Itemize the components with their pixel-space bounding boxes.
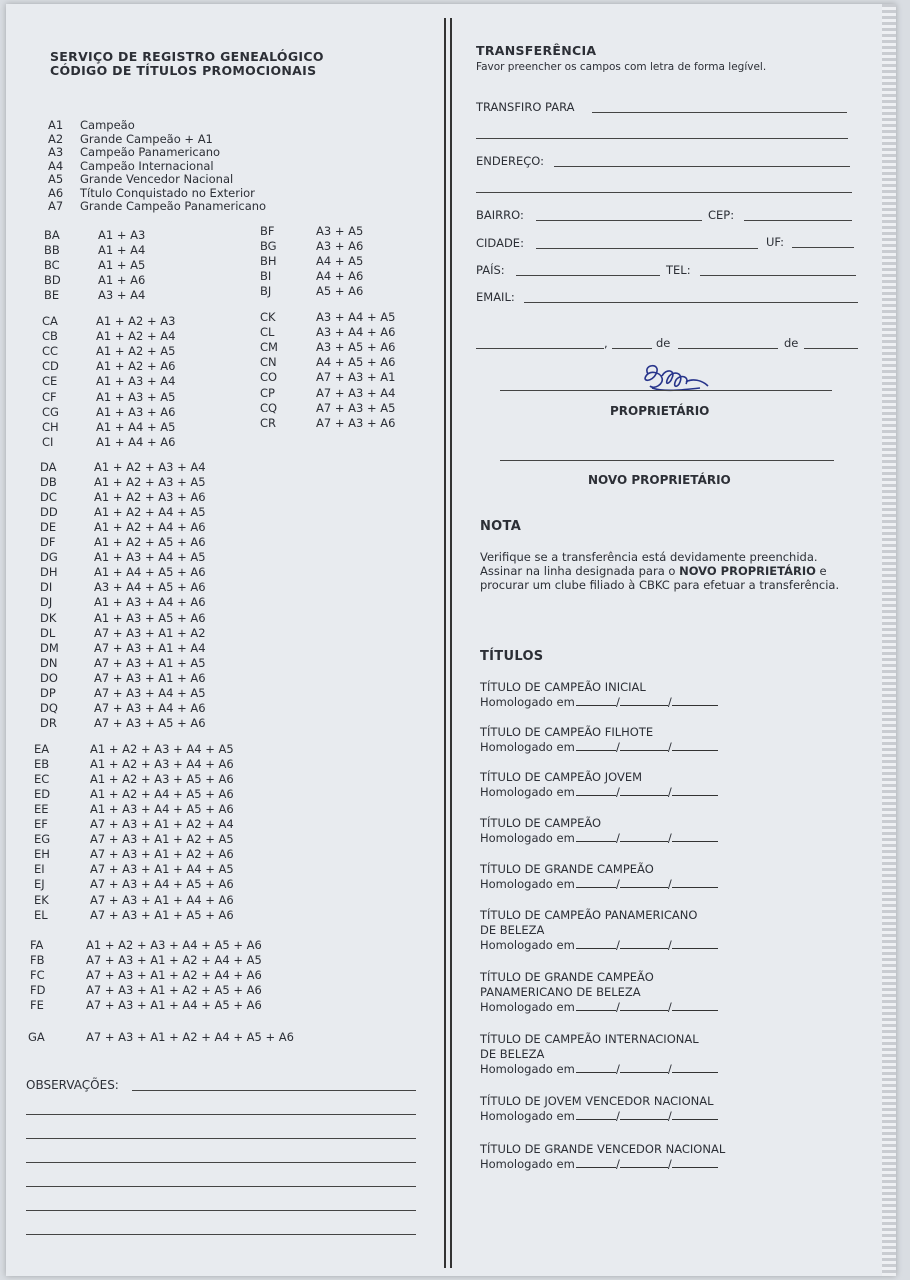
- pais-field[interactable]: [516, 275, 660, 276]
- code-combination: A7 + A3 + A1 + A2 + A4 + A5: [86, 953, 262, 968]
- code-id: DK: [40, 610, 57, 625]
- code-id: CF: [42, 389, 57, 404]
- code-combination: A3 + A4 + A5 + A6: [94, 580, 206, 595]
- place-field[interactable]: [476, 348, 604, 349]
- titulo-name: TÍTULO DE CAMPEÃO: [480, 816, 602, 830]
- code-id: DC: [40, 490, 57, 505]
- cidade-field[interactable]: [536, 248, 758, 249]
- legend-label: Campeão Panamericano: [80, 145, 221, 159]
- code-id: DG: [40, 550, 58, 565]
- column-divider-right: [450, 18, 452, 1268]
- titulo-name: TÍTULO DE CAMPEÃO PANAMERICANO: [480, 908, 698, 922]
- titulos-title: TÍTULOS: [480, 649, 544, 664]
- code-id: CO: [260, 370, 278, 385]
- code-id: EB: [34, 757, 50, 772]
- homologado-date-field[interactable]: / /: [576, 1000, 718, 1014]
- code-combination: A7 + A3 + A4 + A5: [94, 685, 206, 700]
- observacoes-line-6[interactable]: [26, 1210, 416, 1211]
- code-combination: A1 + A2 + A4 + A6: [94, 520, 206, 535]
- email-field[interactable]: [524, 302, 858, 303]
- titulo-name: TÍTULO DE GRANDE VENCEDOR NACIONAL: [480, 1142, 726, 1156]
- code-combination: A4 + A5 + A6: [316, 355, 396, 370]
- code-id: DD: [40, 505, 58, 520]
- code-combination: A1 + A2 + A5 + A6: [94, 535, 206, 550]
- title-line-2: CÓDIGO DE TÍTULOS PROMOCIONAIS: [50, 63, 317, 78]
- code-id: EE: [34, 802, 49, 817]
- titulo-name: DE BELEZA: [480, 1047, 545, 1061]
- code-combination: A3 + A4 + A6: [316, 325, 396, 340]
- tel-label: TEL:: [666, 263, 691, 277]
- code-id: BF: [260, 224, 275, 238]
- observacoes-line-2[interactable]: [26, 1114, 416, 1115]
- day-field[interactable]: [612, 348, 652, 349]
- code-id: BG: [260, 239, 277, 253]
- cidade-label: CIDADE:: [476, 236, 524, 250]
- code-combination: A7 + A3 + A4 + A5 + A6: [90, 877, 234, 892]
- code-id: EL: [34, 907, 48, 922]
- legend-label: Campeão Internacional: [80, 158, 214, 173]
- code-combination: A1 + A2 + A3 + A4 + A5: [90, 742, 234, 756]
- legend-code: A2: [48, 131, 64, 146]
- code-combination: A7 + A3 + A4 + A6: [94, 700, 206, 715]
- code-id: CP: [260, 385, 275, 400]
- code-combination: A3 + A5: [316, 224, 364, 238]
- code-id: EF: [34, 817, 48, 832]
- code-id: EH: [34, 847, 50, 862]
- code-combination: A7 + A3 + A5 + A6: [94, 715, 206, 730]
- code-combination: A1 + A3 + A4 + A5 + A6: [90, 802, 234, 817]
- legend-code: A4: [48, 158, 64, 173]
- code-id: DI: [40, 580, 53, 595]
- owner-signature-line[interactable]: [500, 390, 832, 391]
- code-combination: A7 + A3 + A1 + A4 + A5 + A6: [86, 998, 262, 1013]
- code-combination: A1 + A6: [98, 273, 146, 287]
- legend-label: Grande Campeão + A1: [80, 131, 213, 146]
- titulo-name: PANAMERICANO DE BELEZA: [480, 985, 641, 999]
- new-owner-signature-line[interactable]: [500, 460, 834, 461]
- year-field[interactable]: [804, 348, 858, 349]
- titulo-name: TÍTULO DE GRANDE CAMPEÃO: [480, 862, 654, 876]
- code-id: GA: [28, 1030, 45, 1044]
- code-combination: A7 + A3 + A4: [316, 385, 396, 400]
- nota-line-2-c: e: [815, 564, 827, 578]
- code-id: CK: [260, 310, 276, 324]
- code-combination: A1 + A4 + A5: [96, 419, 176, 434]
- code-combination: A3 + A4 + A5: [316, 310, 396, 324]
- nota-title: NOTA: [480, 519, 522, 534]
- code-combination: A7 + A3 + A1 + A2 + A5 + A6: [86, 983, 262, 998]
- code-combination: A7 + A3 + A1 + A4 + A6: [90, 892, 234, 907]
- code-id: CR: [260, 415, 277, 430]
- code-combination: A7 + A3 + A1 + A2 + A4 + A5 + A6: [86, 1030, 294, 1044]
- homologado-date-field[interactable]: / /: [576, 938, 718, 952]
- code-id: CB: [42, 329, 58, 344]
- code-id: FB: [30, 953, 45, 968]
- code-combination: A1 + A2 + A5: [96, 344, 176, 359]
- code-combination: A1 + A4 + A6: [96, 434, 176, 449]
- endereco-label: ENDEREÇO:: [476, 154, 545, 168]
- code-combination: A1 + A2 + A4 + A5 + A6: [90, 787, 234, 802]
- code-combination: A1 + A2 + A4: [96, 329, 176, 344]
- endereco-field[interactable]: [554, 166, 850, 167]
- code-id: BC: [44, 258, 60, 272]
- code-id: BJ: [260, 284, 272, 298]
- code-combination: A1 + A4 + A5 + A6: [94, 565, 206, 580]
- homologado-date-field[interactable]: / /: [576, 1157, 718, 1171]
- code-id: CE: [42, 374, 58, 389]
- code-combination: A7 + A3 + A1 + A5 + A6: [90, 907, 234, 922]
- bairro-label: BAIRRO:: [476, 208, 524, 222]
- code-combination: A7 + A3 + A1 + A2 + A4: [90, 817, 234, 832]
- code-id: ED: [34, 787, 51, 802]
- titulo-name: TÍTULO DE JOVEM VENCEDOR NACIONAL: [480, 1094, 714, 1108]
- nota-line-3: procurar um clube filiado à CBKC para efetuar a transferência.: [480, 578, 840, 592]
- code-id: DQ: [40, 700, 58, 715]
- new-owner-label: NOVO PROPRIETÁRIO: [588, 473, 731, 487]
- code-id: DF: [40, 535, 56, 550]
- titulo-name: TÍTULO DE GRANDE CAMPEÃO: [480, 970, 654, 984]
- code-combination: A4 + A6: [316, 269, 364, 283]
- observacoes-label: OBSERVAÇÕES:: [26, 1078, 119, 1092]
- nota-line-2-a: Assinar na linha designada para o: [480, 564, 680, 578]
- code-id: FA: [30, 938, 44, 952]
- transfiro-label: TRANSFIRO PARA: [476, 100, 575, 114]
- legend-code: A1: [48, 118, 64, 132]
- code-id: CD: [42, 359, 59, 374]
- code-id: EC: [34, 772, 50, 787]
- homologado-label: Homologado em: [480, 831, 575, 845]
- code-combination: A1 + A2 + A6: [96, 359, 176, 374]
- code-combination: A3 + A5 + A6: [316, 340, 396, 355]
- code-id: CC: [42, 344, 59, 359]
- code-combination: A1 + A3 + A4 + A6: [94, 595, 206, 610]
- homologado-date-field[interactable]: / /: [576, 785, 718, 799]
- titulo-name: TÍTULO DE CAMPEÃO INICIAL: [480, 680, 646, 694]
- code-id: DB: [40, 475, 57, 490]
- code-id: DR: [40, 715, 57, 730]
- code-id: BA: [44, 228, 60, 242]
- legend-label: Campeão: [80, 118, 135, 132]
- code-id: BE: [44, 288, 60, 302]
- code-id: EK: [34, 892, 49, 907]
- form-sheet: [6, 4, 896, 1276]
- code-combination: A3 + A6: [316, 239, 364, 253]
- transfer-title: TRANSFERÊNCIA: [476, 43, 597, 58]
- cep-label: CEP:: [708, 208, 735, 222]
- legend-label: Grande Campeão Panamericano: [80, 199, 267, 213]
- legend-label: Grande Vencedor Nacional: [80, 172, 234, 186]
- code-combination: A1 + A3 + A4: [96, 374, 176, 389]
- code-id: CH: [42, 419, 59, 434]
- homologado-date-field[interactable]: / /: [576, 740, 718, 754]
- code-combination: A1 + A2 + A3: [96, 314, 176, 328]
- code-id: BH: [260, 254, 277, 268]
- email-label: EMAIL:: [476, 290, 515, 304]
- titulo-name: DE BELEZA: [480, 923, 545, 937]
- tel-field[interactable]: [700, 275, 856, 276]
- code-combination: A1 + A2 + A3 + A4 + A6: [90, 757, 234, 772]
- date-de-2: de: [784, 336, 799, 350]
- homologado-label: Homologado em: [480, 695, 575, 709]
- nota-line-2: [480, 564, 827, 578]
- code-id: CL: [260, 325, 275, 340]
- homologado-label: Homologado em: [480, 1062, 575, 1076]
- code-id: DM: [40, 640, 59, 655]
- homologado-date-field[interactable]: / /: [576, 831, 718, 845]
- homologado-label: Homologado em: [480, 1000, 575, 1014]
- code-id: DL: [40, 625, 56, 640]
- transfer-subtitle: Favor preencher os campos com letra de forma legível.: [476, 61, 767, 73]
- homologado-date-field[interactable]: / /: [576, 877, 718, 891]
- code-combination: A7 + A3 + A1 + A2: [94, 625, 206, 640]
- observacoes-line-7[interactable]: [26, 1234, 416, 1235]
- code-id: BI: [260, 269, 272, 283]
- observacoes-line-5[interactable]: [26, 1186, 416, 1187]
- title-line-1: SERVIÇO DE REGISTRO GENEALÓGICO: [50, 49, 324, 64]
- code-combination: A7 + A3 + A1 + A4 + A5: [90, 862, 234, 877]
- code-combination: A7 + A3 + A1 + A4: [94, 640, 206, 655]
- code-id: CM: [260, 340, 278, 355]
- homologado-label: Homologado em: [480, 938, 575, 952]
- titulo-name: TÍTULO DE CAMPEÃO JOVEM: [480, 770, 643, 784]
- observacoes-line-4[interactable]: [26, 1162, 416, 1163]
- observacoes-line-1[interactable]: [132, 1090, 416, 1091]
- transfiro-field-2[interactable]: [476, 138, 848, 139]
- code-combination: A1 + A2 + A4 + A5: [94, 505, 206, 520]
- homologado-label: Homologado em: [480, 877, 575, 891]
- code-id: CA: [42, 314, 58, 328]
- code-combination: A1 + A2 + A3 + A4: [94, 460, 206, 474]
- cep-field[interactable]: [744, 220, 852, 221]
- code-id: BB: [44, 243, 60, 257]
- homologado-label: Homologado em: [480, 785, 575, 799]
- titulo-name: TÍTULO DE CAMPEÃO FILHOTE: [480, 725, 654, 739]
- code-id: FC: [30, 968, 45, 983]
- owner-label: PROPRIETÁRIO: [610, 404, 710, 418]
- legend-code: A6: [48, 185, 64, 200]
- uf-label: UF:: [766, 235, 785, 249]
- code-combination: A1 + A4: [98, 243, 146, 257]
- date-comma: ,: [604, 336, 608, 350]
- code-combination: A1 + A3 + A5 + A6: [94, 610, 206, 625]
- uf-field[interactable]: [792, 247, 854, 248]
- homologado-date-field[interactable]: / /: [576, 1109, 718, 1123]
- code-id: EA: [34, 742, 50, 756]
- column-divider-left: [444, 18, 446, 1268]
- month-field[interactable]: [678, 348, 778, 349]
- homologado-label: Homologado em: [480, 1157, 575, 1171]
- code-combination: A7 + A3 + A1 + A2 + A5: [90, 832, 234, 847]
- code-combination: A7 + A3 + A6: [316, 415, 396, 430]
- code-id: FD: [30, 983, 46, 998]
- code-combination: A4 + A5: [316, 254, 364, 268]
- code-combination: A1 + A2 + A3 + A6: [94, 490, 206, 505]
- code-combination: A7 + A3 + A1 + A6: [94, 670, 206, 685]
- code-id: EJ: [34, 877, 45, 892]
- bairro-field[interactable]: [536, 220, 702, 221]
- legend-code: A7: [48, 199, 64, 213]
- paper-edge: [882, 4, 896, 1276]
- code-combination: A1 + A3 + A6: [96, 404, 176, 419]
- code-combination: A3 + A4: [98, 288, 146, 302]
- code-id: EI: [34, 862, 45, 877]
- code-combination: A1 + A2 + A3 + A5 + A6: [90, 772, 234, 787]
- nota-line-1: Verifique se a transferência está devidamente preenchida.: [480, 550, 818, 564]
- homologado-date-field[interactable]: / /: [576, 695, 718, 709]
- observacoes-line-3[interactable]: [26, 1138, 416, 1139]
- code-id: FE: [30, 998, 44, 1013]
- code-id: DN: [40, 655, 58, 670]
- code-id: CQ: [260, 400, 278, 415]
- code-id: DE: [40, 520, 57, 535]
- code-id: CG: [42, 404, 59, 419]
- code-combination: A7 + A3 + A1 + A5: [94, 655, 206, 670]
- homologado-date-field[interactable]: / /: [576, 1062, 718, 1076]
- code-combination: A1 + A3 + A4 + A5: [94, 550, 206, 565]
- code-combination: A1 + A5: [98, 258, 146, 272]
- legend-code: A5: [48, 172, 64, 186]
- code-combination: A1 + A3: [98, 228, 146, 242]
- nota-line-2-bold: NOVO PROPRIETÁRIO: [679, 564, 816, 578]
- code-id: DP: [40, 685, 56, 700]
- code-combination: A7 + A3 + A1 + A2 + A4 + A6: [86, 968, 262, 983]
- code-combination: A1 + A2 + A3 + A5: [94, 475, 206, 490]
- legend-label: Título Conquistado no Exterior: [80, 185, 255, 200]
- code-id: BD: [44, 273, 61, 287]
- date-de-1: de: [656, 336, 671, 350]
- code-id: EG: [34, 832, 51, 847]
- titulo-name: TÍTULO DE CAMPEÃO INTERNACIONAL: [480, 1032, 699, 1046]
- code-combination: A7 + A3 + A5: [316, 400, 396, 415]
- code-id: CN: [260, 355, 277, 370]
- code-combination: A5 + A6: [316, 284, 364, 298]
- endereco-field-2[interactable]: [476, 192, 852, 193]
- code-id: DO: [40, 670, 58, 685]
- code-id: DJ: [40, 595, 53, 610]
- homologado-label: Homologado em: [480, 1109, 575, 1123]
- code-id: CI: [42, 434, 54, 449]
- code-id: DA: [40, 460, 57, 474]
- legend-code: A3: [48, 145, 64, 159]
- homologado-label: Homologado em: [480, 740, 575, 754]
- transfiro-field[interactable]: [592, 112, 847, 113]
- code-combination: A1 + A2 + A3 + A4 + A5 + A6: [86, 938, 262, 952]
- code-combination: A1 + A3 + A5: [96, 389, 176, 404]
- code-combination: A7 + A3 + A1: [316, 370, 396, 385]
- code-id: DH: [40, 565, 58, 580]
- pais-label: PAÍS:: [476, 263, 505, 277]
- code-combination: A7 + A3 + A1 + A2 + A6: [90, 847, 234, 862]
